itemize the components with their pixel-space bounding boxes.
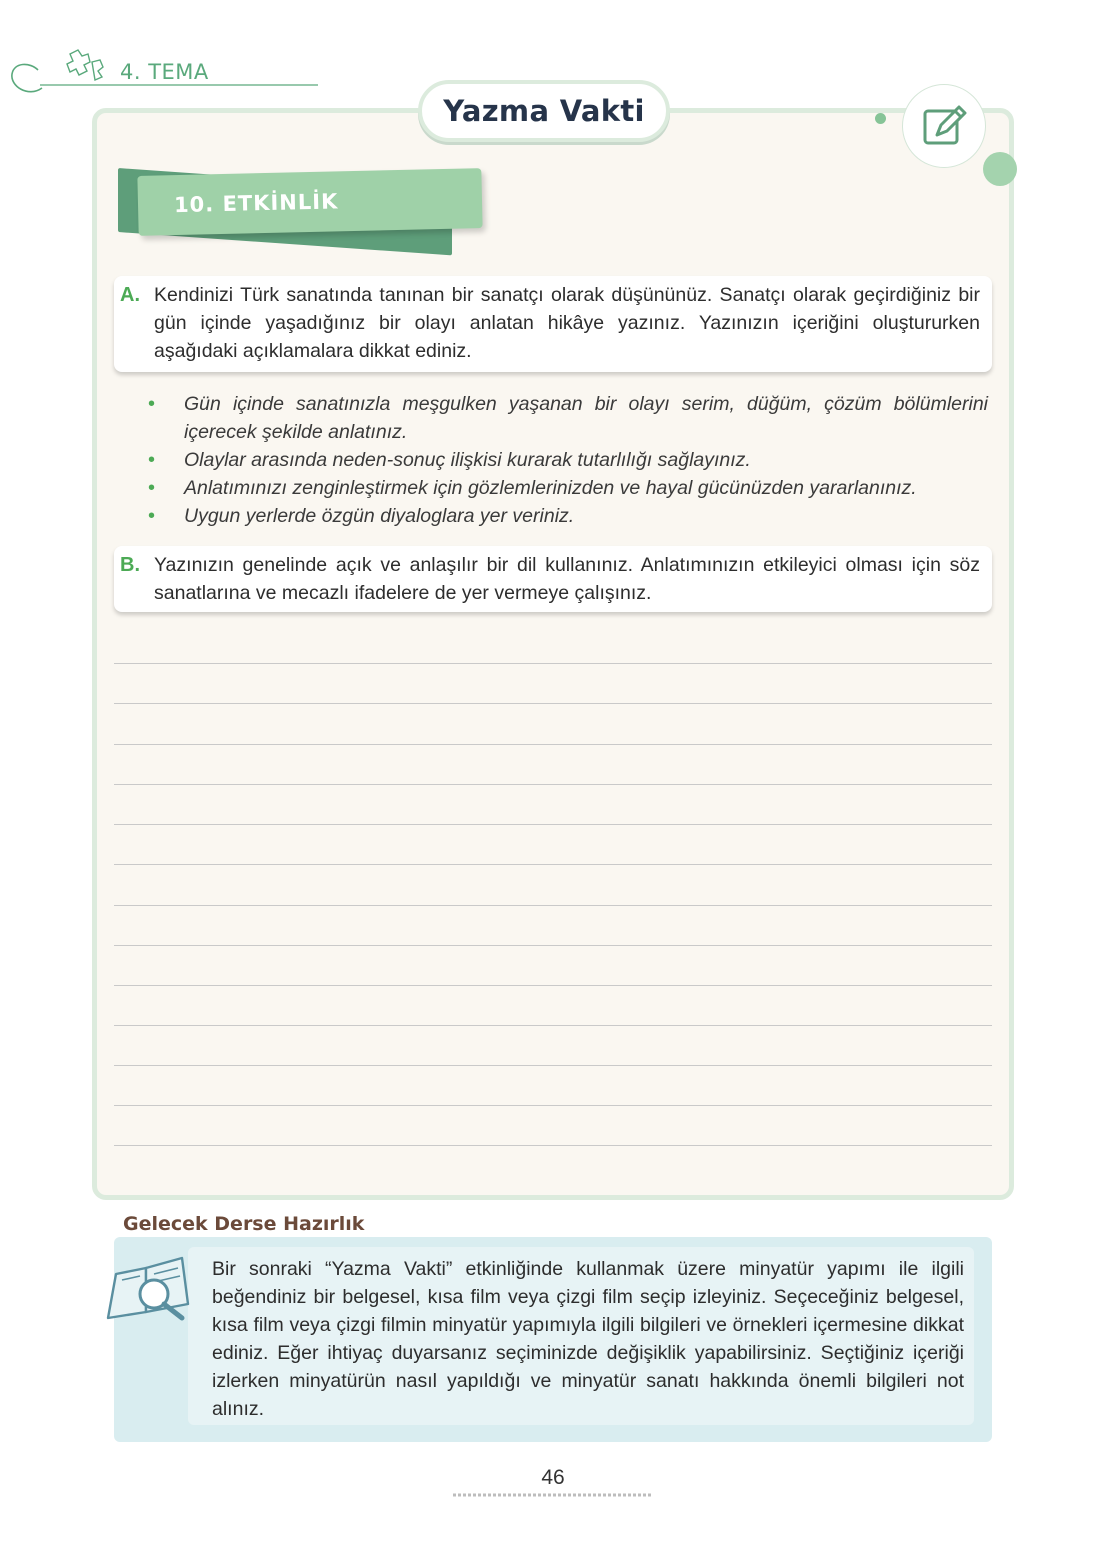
writing-line <box>114 864 992 865</box>
writing-line <box>114 1025 992 1026</box>
list-item: • Uygun yerlerde özgün diyaloglara yer veriniz. <box>148 502 988 530</box>
book-magnifier-icon <box>102 1254 194 1326</box>
activity-banner <box>137 168 482 236</box>
list-item: • Anlatımınızı zenginleştirmek için gözlemlerinizden ve hayal gücünüzden yararlanınız. <box>148 474 988 502</box>
instruction-a <box>114 276 992 372</box>
writing-line <box>114 663 992 664</box>
writing-line <box>114 784 992 785</box>
instruction-b <box>114 546 992 612</box>
preparation-title: Gelecek Derse Hazırlık <box>123 1213 365 1235</box>
list-item: • Gün içinde sanatınızla meşgulken yaşanan bir olayı serim, düğüm, çözüm bölümlerini içerecek şekilde anlatınız. <box>148 390 988 446</box>
instruction-b-text: Yazınızın genelinde açık ve anlaşılır bir dil kullanınız. Anlatımınızın etkileyici olması için söz sanatlarına ve mecazlı ifadelere de yer vermeye çalışınız. <box>154 554 980 604</box>
writing-line <box>114 905 992 906</box>
title-pill <box>418 80 670 142</box>
page-number-divider <box>453 1492 653 1498</box>
page-title: Yazma Vakti <box>443 94 645 128</box>
theme-label: 4. TEMA <box>120 60 209 84</box>
activity-label: 10. ETKİNLİK <box>173 189 339 218</box>
decor-dot-big <box>983 152 1017 186</box>
theme-header <box>0 40 330 100</box>
pencil-badge <box>902 84 986 168</box>
writing-line <box>114 1065 992 1066</box>
writing-line <box>114 1105 992 1106</box>
writing-area[interactable] <box>114 623 992 1153</box>
decor-dot-small <box>875 113 886 124</box>
writing-line <box>114 744 992 745</box>
instruction-a-letter: A. <box>120 284 140 306</box>
page-number: 46 <box>541 1466 565 1489</box>
writing-line <box>114 945 992 946</box>
pencil-note-icon <box>921 101 969 151</box>
writing-line <box>114 824 992 825</box>
preparation-text: Bir sonraki “Yazma Vakti” etkinliğinde kullanmak üzere minyatür yapımı ile ilgili beğendiniz bir belgesel, kısa film veya çizgi film seçip izleyiniz. Seçeceğiniz belgesel, kısa film veya çizgi filmin minyatür yapımıyla ilgili bilgileri ve örnekleri içermesine dikkat ediniz. Eğer ihtiyaç duyarsanız seçiminizde değişiklik yapabilirsiniz. Seçtiğiniz içeriği izlerken minyatürün nasıl yapıldığı ve minyatür sanatı hakkında önemli bilgileri not alınız. <box>188 1247 974 1425</box>
instruction-b-letter: B. <box>120 554 140 576</box>
writing-line <box>114 1145 992 1146</box>
instruction-a-text: Kendinizi Türk sanatında tanınan bir sanatçı olarak düşününüz. Sanatçı olarak geçirdiğiniz bir gün içinde yaşadığınız bir olayı anlatan hikâye yazınız. Yazınızın içeriğini oluştururken aşağıdaki açıklamalara dikkat ediniz. <box>154 284 980 362</box>
list-item: • Olaylar arasında neden-sonuç ilişkisi kurarak tutarlılığı sağlayınız. <box>148 446 988 474</box>
guideline-list <box>148 390 988 530</box>
writing-line <box>114 985 992 986</box>
writing-line <box>114 703 992 704</box>
